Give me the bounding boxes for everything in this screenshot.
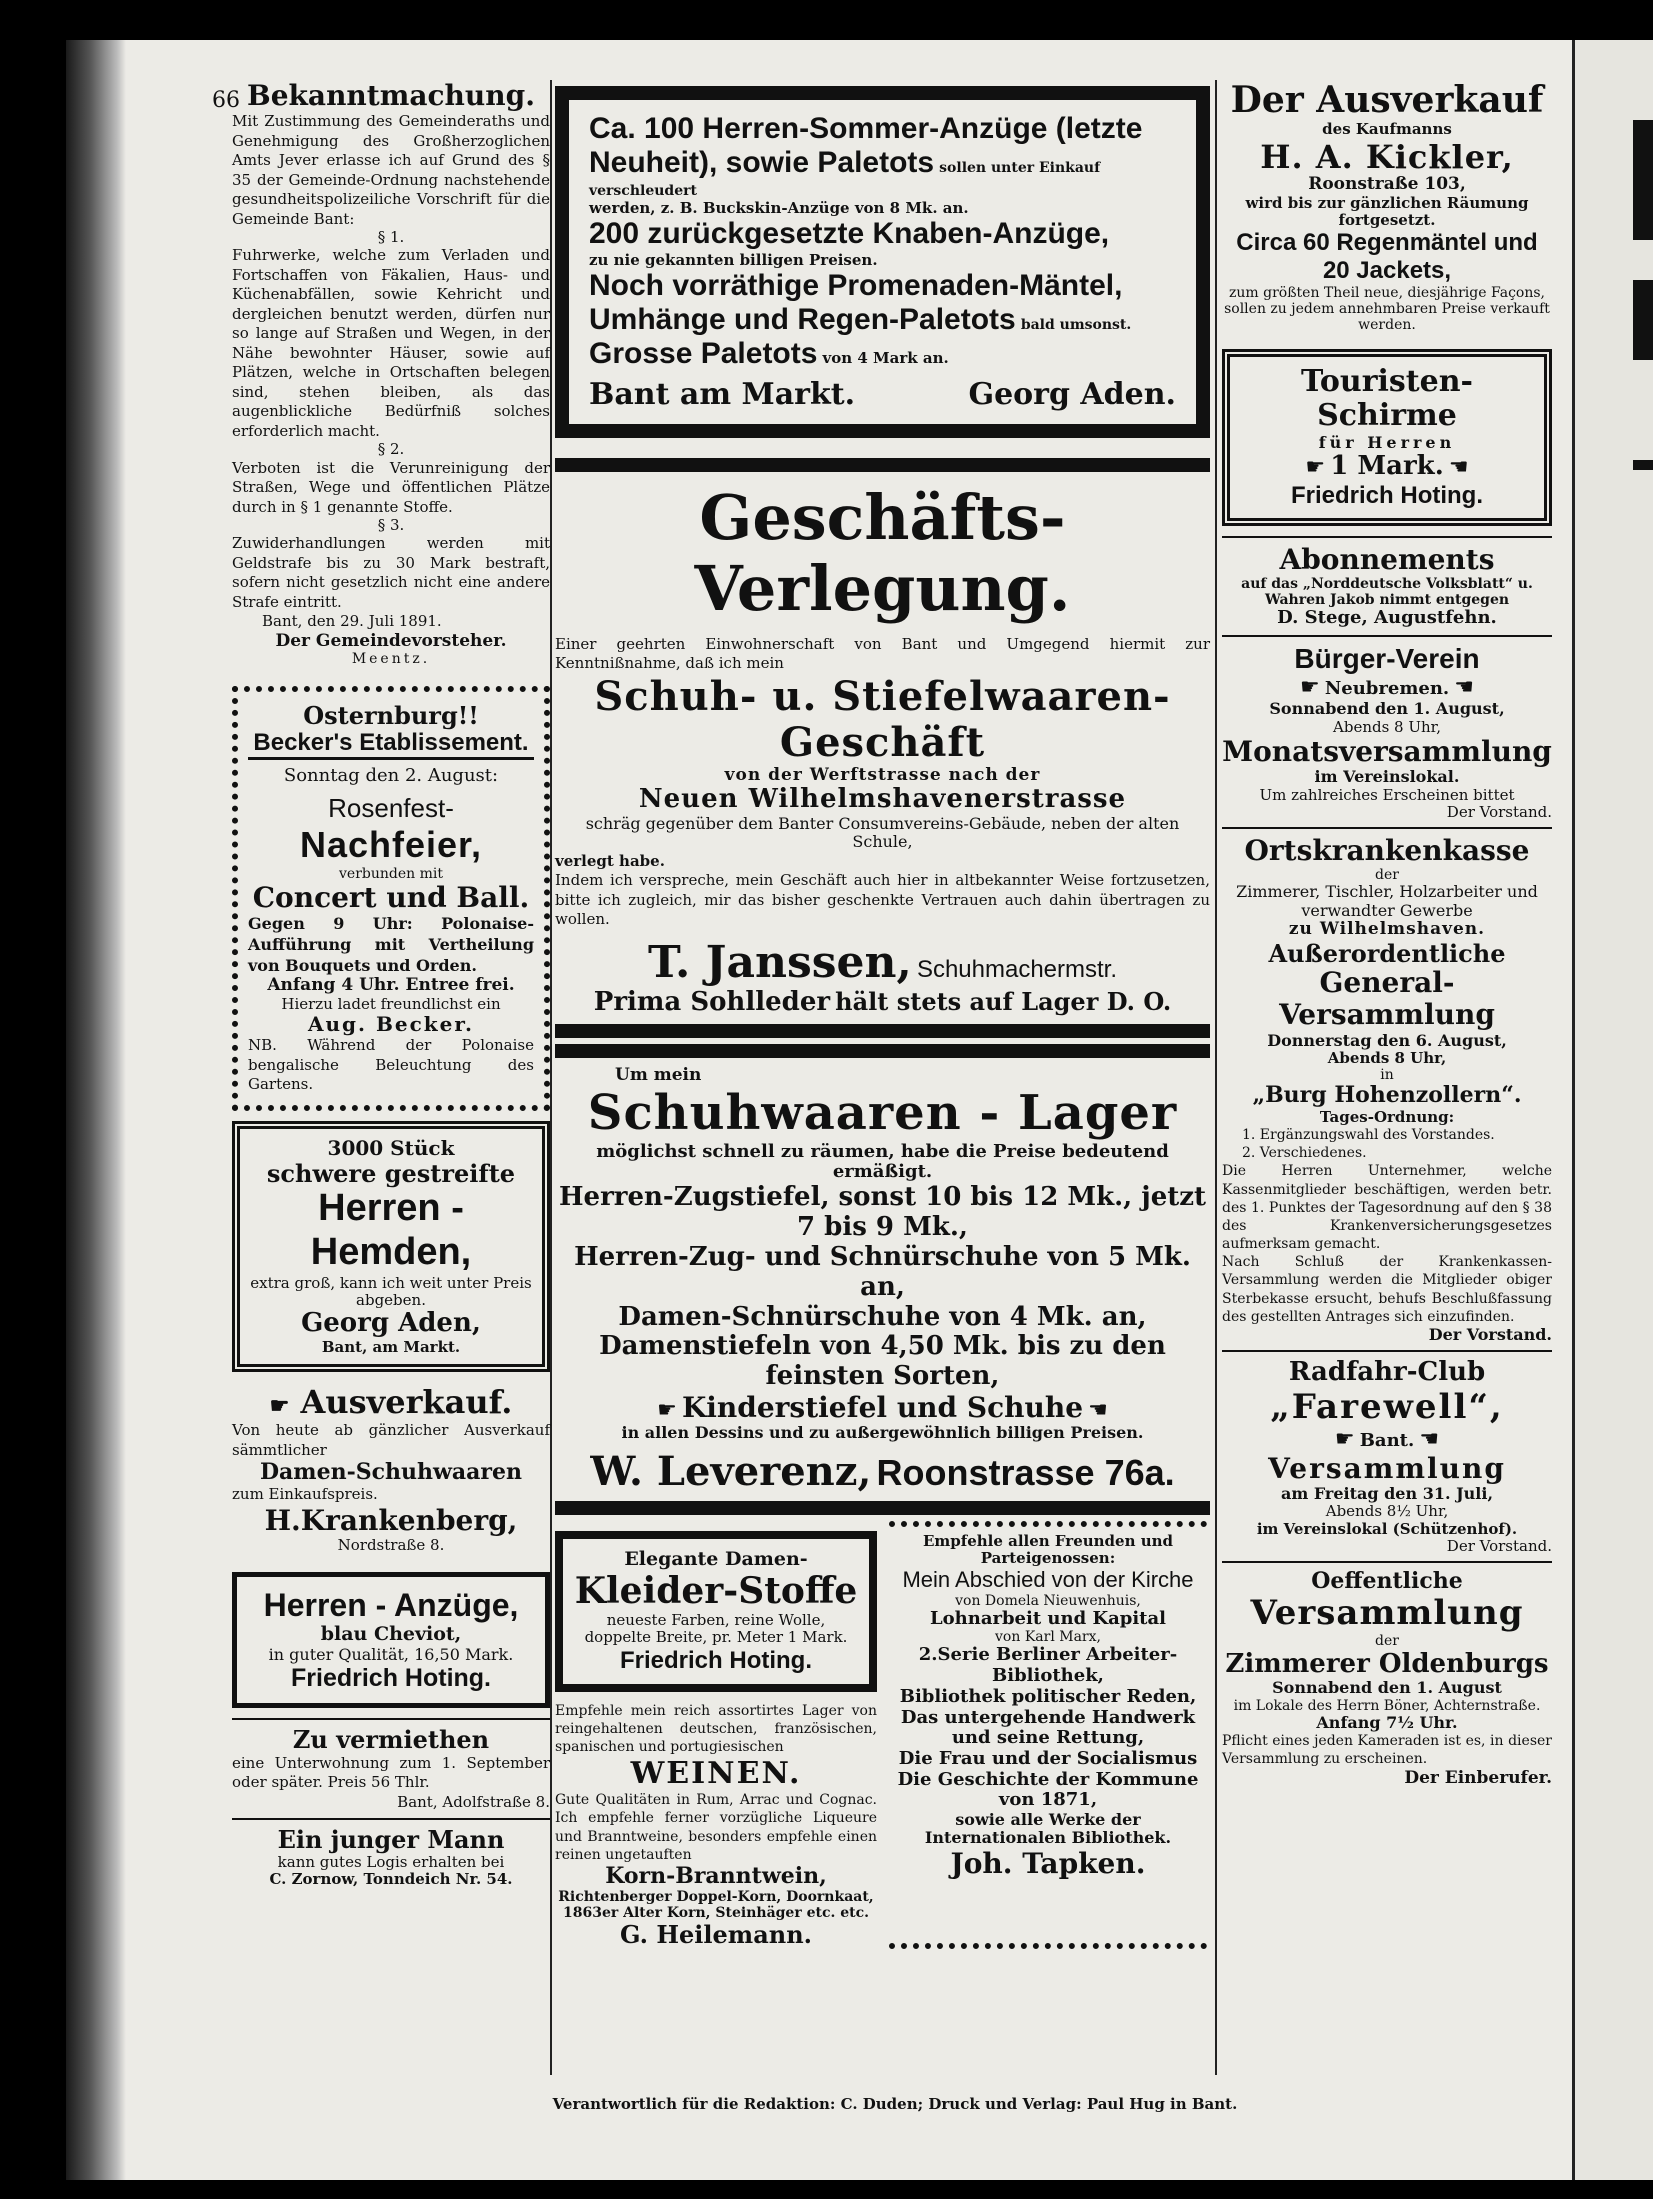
ad-ausverkauf (232, 1384, 550, 1554)
ad-divider (555, 1501, 1210, 1515)
ad-location: Bant. (1359, 1430, 1415, 1452)
ad-line: bald umsonst. (1020, 317, 1132, 333)
ad-divider (232, 1718, 550, 1720)
ad-divider (1222, 1561, 1552, 1563)
ad-text: NB. Während der Polonaise bengalische Beleuchtung des Gartens. (248, 1036, 534, 1094)
ad-text: neueste Farben, reine Wolle, doppelte Breite, pr. Meter 1 Mark. (584, 1611, 848, 1647)
ad-location: Bant, Adolfstraße 8. (397, 1792, 550, 1811)
ad-text: kann gutes Logis erhalten bei (277, 1852, 505, 1871)
column-middle (555, 80, 1210, 1949)
paragraph-number: § 1. (377, 228, 405, 247)
ad-title: Bürger-Verein (1294, 642, 1480, 674)
ad-zu-vermiethen (232, 1726, 550, 1812)
ad-title: Herren - Anzüge, (263, 1587, 519, 1624)
ad-price-line: Herren-Zug- und Schnürschuhe von 5 Mk. an, (574, 1241, 1191, 1302)
ad-text: der (1375, 867, 1399, 884)
ad-osternburg (232, 686, 550, 1111)
ad-name: Friedrich Hoting. (291, 1664, 491, 1693)
ad-signature: Der Einberufer. (1404, 1767, 1552, 1788)
ad-name: H.Krankenberg, (264, 1503, 518, 1537)
ad-price-line: Damenstiefeln von 4,50 Mk. bis zu den feinsten Sorten, (599, 1331, 1166, 1392)
ad-divider (1222, 1350, 1552, 1352)
ad-line: werden, z. B. Buckskin-Anzüge von 8 Mk. an. (589, 199, 969, 217)
paragraph-number: § 3. (377, 516, 405, 535)
ad-divider (555, 1044, 1210, 1058)
ad-text: Einer geehrten Einwohnerschaft von Bant und Umgegend hiermit zur Kenntnißnahme, daß ich mein (555, 634, 1210, 673)
ad-date: am Freitag den 31. Juli, (1280, 1483, 1494, 1503)
ad-name: Georg Aden. (968, 377, 1176, 412)
ad-text: Nach Schluß der Krankenkassen-Versammlung werden die Mitglieder obiger Sterbekasse ersucht, behufs Beschlußfassung des gestellten Antrages sich einzufinden. (1222, 1254, 1552, 1325)
ad-text: zu Wilhelmshaven. (1288, 919, 1486, 940)
ad-signature: Der Vorstand. (1446, 1536, 1552, 1555)
ad-price-line: Damen-Schnürschuhe von 4 Mk. an, (618, 1301, 1147, 1332)
ad-text: Von heute ab gänzlicher Ausverkauf sämmtlicher (232, 1421, 550, 1459)
ad-schuhwaaren-lager (555, 1064, 1210, 1494)
column-rule (550, 80, 552, 2075)
ad-title: Radfahr-Club (1288, 1357, 1486, 1388)
agenda-item: 1. Ergänzungswahl des Vorstandes. (1242, 1126, 1495, 1143)
ad-signature: Der Gemeindevorsteher. (275, 630, 507, 651)
ad-date: Sonntag den 2. August: (283, 764, 499, 786)
ad-line: sollen unter Einkauf verschleudert (589, 160, 1101, 199)
ad-item: Damen-Schuhwaaren (259, 1459, 523, 1486)
ad-title: Abonnements (1279, 542, 1495, 576)
ad-location: im Lokale des Herrn Böner, Achternstraße. (1233, 1697, 1541, 1714)
ad-heading: Osternburg!! (303, 700, 479, 730)
ad-text: in guter Qualität, 16,50 Mark. (268, 1644, 514, 1664)
ad-text: der (1375, 1633, 1399, 1650)
book-item: Mein Abschied von der Kirche (902, 1567, 1194, 1593)
ad-hemden (232, 1121, 550, 1373)
ad-text: von der Werftstrasse nach der (724, 764, 1041, 785)
ad-location: Neubremen. (1324, 678, 1450, 700)
ad-kickler (1222, 80, 1552, 333)
ad-signature: Der Vorstand. (1428, 1325, 1552, 1345)
ad-title: Ein junger Mann (277, 1825, 505, 1855)
ad-text: schwere gestreifte (266, 1158, 516, 1188)
ad-name: C. Zornow, Tonndeich Nr. 54. (269, 1870, 513, 1889)
book-item: Bibliothek politischer Reden, (899, 1685, 1197, 1707)
ad-text: Empfehle mein reich assortirtes Lager von reingehaltenen deutschen, französischen, spanischen und portugiesischen (555, 1703, 877, 1756)
ad-item: Korn-Branntwein, (605, 1862, 827, 1889)
ad-text: extra groß, kann ich weit unter Preis abgeben. (250, 1273, 532, 1309)
ad-date: Sonnabend den 1. August (1272, 1678, 1502, 1698)
ad-text: Verboten ist die Verunreinigung der Straßen, Wege und öffentlichen Plätze durch in § 1 genannte Stoffe. (232, 458, 550, 516)
column-left (232, 80, 550, 1888)
ad-headline: Schuh- u. Stiefelwaaren- (594, 672, 1171, 720)
pointing-hand-icon: ☚ (1454, 675, 1475, 701)
ad-text: verlegt habe. (555, 851, 665, 870)
ad-herren-anzuege (232, 1572, 550, 1708)
ad-text: Richtenberger Doppel-Korn, Doornkaat, 1863er Alter Korn, Steinhäger etc. etc. (558, 1889, 874, 1922)
ad-text: Circa 60 Regenmäntel und (1236, 229, 1538, 257)
ad-date: Donnerstag den 6. August, (1267, 1030, 1507, 1050)
ad-time: Abends 8 Uhr, (1333, 717, 1441, 736)
ad-name: Joh. Tapken. (950, 1846, 1146, 1880)
ad-line: Ca. 100 Herren-Sommer-Anzüge (letzte (589, 112, 1143, 145)
ad-line: Grosse Paletots (589, 337, 818, 370)
ad-text: wird bis zur gänzlichen Räumung fortgesetzt. (1245, 193, 1529, 230)
ad-name: D. Stege, Augustfehn. (1277, 607, 1497, 629)
pointing-hand-icon: ☚ (1088, 1398, 1108, 1424)
ad-name: H. A. Kickler, (1260, 137, 1514, 176)
ad-text: zum größten Theil neue, diesjährige Façons, sollen zu jedem annehmbaren Preise verkauft werden. (1224, 284, 1550, 333)
ad-text: Elegante Damen- (624, 1547, 808, 1570)
ad-price-line: Herren-Zugstiefel, sonst 10 bis 12 Mk., jetzt 7 bis 9 Mk., (558, 1181, 1207, 1242)
ad-location: im Vereinslokal (Schützenhof). (1256, 1519, 1518, 1538)
ad-title: Zu vermiethen (292, 1725, 490, 1755)
ad-text: Empfehle allen Freunden und Parteigenossen: (922, 1531, 1174, 1568)
ad-text: Mit Zustimmung des Gemeinderaths und Genehmigung des Großherzoglichen Amts Jever erlasse ich auf Grund des § 35 der Gemeinde-Ordnung nachstehende gesundheitspolizeiliche Vorschrift für die Gemeinde Bant: (232, 112, 550, 228)
ad-kleider-stoffe (555, 1531, 877, 1692)
ad-text: möglichst schnell zu räumen, habe die Preise bedeutend ermäßigt. (596, 1140, 1169, 1183)
ad-event: General-Versammlung (1279, 966, 1495, 1032)
ad-text: Prima Sohlleder (593, 987, 831, 1018)
page-number: 66 (212, 88, 240, 113)
ad-title: Ortskrankenkasse (1244, 834, 1530, 868)
ad-touristen-schirme (1222, 349, 1552, 526)
ad-event: Versammlung (1268, 1451, 1506, 1485)
ad-location: Bant, am Markt. (321, 1338, 461, 1357)
column-right (1222, 80, 1552, 1788)
ad-event: Concert und Ball. (252, 880, 530, 914)
book-item: sowie alle Werke der Internationalen Bibliothek. (924, 1809, 1172, 1848)
ad-divider (1222, 635, 1552, 637)
ad-text: schräg gegenüber dem Banter Consumvereins-Gebäude, neben der alten Schule, (585, 814, 1180, 852)
ad-text: Zuwiderhandlungen werden mit Geldstrafe bis zu 30 Mark bestraft, sofern nicht gesetzlich nicht eine andere Strafe eintritt. (232, 534, 550, 611)
paragraph-number: § 2. (377, 440, 405, 459)
ad-address: Roonstraße 103, (1308, 174, 1466, 195)
ad-line: Noch vorräthige Promenaden-Mäntel, (589, 269, 1123, 302)
ad-text: auf das „Norddeutsche Volksblatt“ u. Wahren Jakob nimmt entgegen (1241, 576, 1533, 609)
ad-event: Nachfeier, (299, 824, 483, 866)
ad-text: in allen Dessins und zu außergewöhnlich billigen Preisen. (621, 1423, 1144, 1443)
pointing-hand-icon: ☛ (1305, 455, 1326, 481)
ad-title: Geschäfts-Verlegung. (694, 481, 1071, 626)
ad-text: Zimmerer Oldenburgs (1225, 1648, 1549, 1679)
ad-date: Bant, den 29. Juli 1891. (262, 612, 442, 631)
ad-text: Tages-Ordnung: (1319, 1107, 1455, 1126)
ad-address: Roonstrasse 76a. (876, 1451, 1175, 1493)
ad-text: Die Herren Unternehmer, welche Kassenmitglieder beschäftigen, werden betr. des 1. Punktes der Tagesordnung auf den § 38 des Krankenversicherungsgesetzes aufmerksam gemacht. (1222, 1163, 1552, 1253)
ad-text: verbunden mit (339, 865, 443, 882)
ad-text: zum Einkaufspreis. (232, 1485, 378, 1504)
book-item: Lohnarbeit und Kapital (929, 1607, 1166, 1629)
ad-event: Rosenfest- (328, 793, 454, 824)
ad-text: eine Unterwohnung zum 1. September oder später. Preis 56 Thlr. (232, 1753, 550, 1792)
ad-text: blau Cheviot, (320, 1623, 462, 1646)
ad-name: Georg Aden, (301, 1308, 481, 1339)
ad-buecher (889, 1521, 1207, 1949)
page-gutter-shadow (66, 40, 126, 2180)
ad-title: Der Ausverkauf (1230, 79, 1544, 121)
ad-subcolumn (555, 1521, 877, 1949)
ad-line: 200 zurückgesetzte Knaben-Anzüge, (589, 217, 1110, 250)
pointing-hand-icon: ☛ (1299, 675, 1320, 701)
ad-date: Sonnabend den 1. August, (1269, 699, 1505, 719)
ad-sommer-anzuege (555, 86, 1210, 438)
ad-location: „Burg Hohenzollern“. (1252, 1082, 1522, 1109)
pointing-hand-icon: ☚ (1419, 1427, 1440, 1453)
ad-name: T. Janssen, (647, 936, 912, 988)
ad-text: Um zahlreiches Erscheinen bittet (1259, 785, 1515, 804)
ad-text: in (1380, 1067, 1394, 1084)
ad-text: Anfang 4 Uhr. Entree frei. (267, 975, 515, 996)
ad-text: Zimmerer, Tischler, Holzarbeiter und verwandter Gewerbe (1236, 882, 1538, 920)
ad-title: Versammlung (1250, 1593, 1524, 1634)
ad-title: Ausverkauf. (300, 1383, 513, 1422)
book-item: 2.Serie Berliner Arbeiter-Bibliothek, (918, 1644, 1178, 1687)
ad-text: 3000 Stück (327, 1135, 455, 1160)
column-rule (1215, 80, 1217, 2075)
ad-title: Touristen-Schirme (1300, 363, 1473, 434)
ad-name: Aug. Becker. (307, 1012, 475, 1037)
book-author: von Karl Marx, (995, 1629, 1101, 1646)
ad-line: von 4 Mark an. (822, 349, 949, 367)
next-page-edge (1572, 40, 1653, 2180)
ad-text: Gegen 9 Uhr: Polonaise-Aufführung mit Vertheilung von Bouquets und Orden. (248, 914, 534, 975)
ad-event: Monatsversammlung (1222, 735, 1552, 769)
ad-abonnements (1222, 544, 1552, 629)
ad-divider (555, 1024, 1210, 1038)
ad-text: hält stets auf Lager D. O. (835, 987, 1172, 1017)
ad-text: 20 Jackets, (1322, 257, 1452, 285)
ad-time: Abends 8 Uhr, (1327, 1049, 1447, 1068)
book-item: Die Geschichte der Kommune von 1871, (897, 1768, 1199, 1811)
ad-text: Pflicht eines jeden Kameraden ist es, in dieser Versammlung zu erscheinen. (1222, 1733, 1552, 1768)
agenda-item: 2. Verschiedenes. (1242, 1145, 1367, 1162)
ad-name: „Farewell“, (1270, 1387, 1504, 1428)
ad-text: Fuhrwerke, welche zum Verladen und Fortschaffen von Fäkalien, Haus- und Küchenabfällen, sowie Kehricht und dergleichen benutzt werden, dürfen nur so lange auf Straßen und Wegen, in der Nähe bewohnter Häuser, sowie auf Plätzen, welche in Ortschaften belegen sind, stehen bleiben, als das augenblickliche Bedürfniß solches erforderlich macht. (232, 246, 550, 440)
book-author: von Domela Nieuwenhuis, (955, 1592, 1141, 1609)
pointing-hand-icon: ☛ (269, 1393, 290, 1420)
ad-text: für Herren (1318, 432, 1456, 452)
ad-buerger-verein (1222, 643, 1552, 821)
ad-price-line: Kinderstiefel und Schuhe (681, 1391, 1084, 1425)
ad-text: Indem ich verspreche, mein Geschäft auch hier in altbekannter Weise fortzusetzen, bitte ich zugleich, mir das bisher geschenkte Vertrauen auch dahin übertragen zu wollen. (555, 871, 1210, 929)
ad-geschaefts-verlegung (555, 482, 1210, 1018)
ad-radfahr-club (1222, 1358, 1552, 1555)
ad-name: Meentz. (351, 651, 431, 668)
book-item: Das untergehende Handwerk und seine Rettung, (900, 1706, 1196, 1749)
ad-text: Um mein (615, 1065, 702, 1086)
ad-text: Außerordentliche (1268, 938, 1506, 968)
ad-line: Neuheit), sowie Paletots (589, 146, 935, 179)
ad-venue: Becker's Etablissement. (248, 729, 534, 760)
ad-name: W. Leverenz, (590, 1447, 872, 1495)
ad-price: 1 Mark. (1330, 451, 1444, 482)
ad-location: im Vereinslokal. (1314, 767, 1460, 787)
ad-oeffentliche-versammlung (1222, 1569, 1552, 1788)
ad-text: Gute Qualitäten in Rum, Arrac und Cognac. Ich empfehle ferner vorzügliche Liqueure und Branntweine, besonders empfehle einen reinen ungetauften (555, 1792, 877, 1863)
imprint-footer: Verantwortlich für die Redaktion: C. Duden; Druck und Verlag: Paul Hug in Bant. (552, 2095, 1238, 2113)
ad-text: Neuen Wilhelmshavenerstrasse (638, 784, 1127, 815)
ad-title: Schuhwaaren - Lager (587, 1085, 1178, 1142)
ad-bekanntmachung (232, 80, 550, 668)
pointing-hand-icon: ☚ (1448, 455, 1469, 481)
ad-ortskrankenkasse (1222, 835, 1552, 1344)
book-item: Die Frau und der Socialismus (898, 1747, 1198, 1769)
ad-name: Friedrich Hoting. (1291, 482, 1483, 510)
ad-title: Herren - Hemden, (310, 1187, 472, 1273)
pointing-hand-icon: ☛ (657, 1398, 677, 1424)
ad-location: Bant am Markt. (589, 377, 856, 412)
ad-title: WEINEN. (630, 1755, 802, 1791)
ad-signature: Der Vorstand. (1446, 802, 1552, 821)
ad-weinen (555, 1702, 877, 1949)
ad-text: des Kaufmanns (1322, 120, 1452, 139)
ad-divider (1222, 827, 1552, 829)
ad-divider (232, 1818, 550, 1820)
ad-headline: Geschäft (779, 718, 986, 766)
ad-title: Kleider-Stoffe (574, 1569, 858, 1612)
pointing-hand-icon: ☛ (1334, 1427, 1355, 1453)
ad-line: Umhänge und Regen-Paletots (589, 303, 1016, 336)
ad-line: zu nie gekannten billigen Preisen. (589, 251, 878, 269)
ad-name: G. Heilemann. (620, 1920, 812, 1950)
ad-divider (1222, 536, 1552, 538)
ad-text: Hierzu ladet freundlichst ein (281, 994, 501, 1013)
ad-time: Abends 8½ Uhr, (1325, 1502, 1449, 1521)
ad-name: Friedrich Hoting. (620, 1646, 812, 1674)
ad-location: Nordstraße 8. (337, 1536, 445, 1555)
ad-time: Anfang 7½ Uhr. (1316, 1712, 1458, 1732)
ad-junger-mann (232, 1826, 550, 1888)
ad-divider (555, 458, 1210, 472)
ad-title: Bekanntmachung. (247, 79, 535, 112)
ad-text: Schuhmachermstr. (916, 955, 1118, 983)
ad-text: Oeffentliche (1311, 1568, 1463, 1595)
ad-row-bottom (555, 1521, 1210, 1949)
